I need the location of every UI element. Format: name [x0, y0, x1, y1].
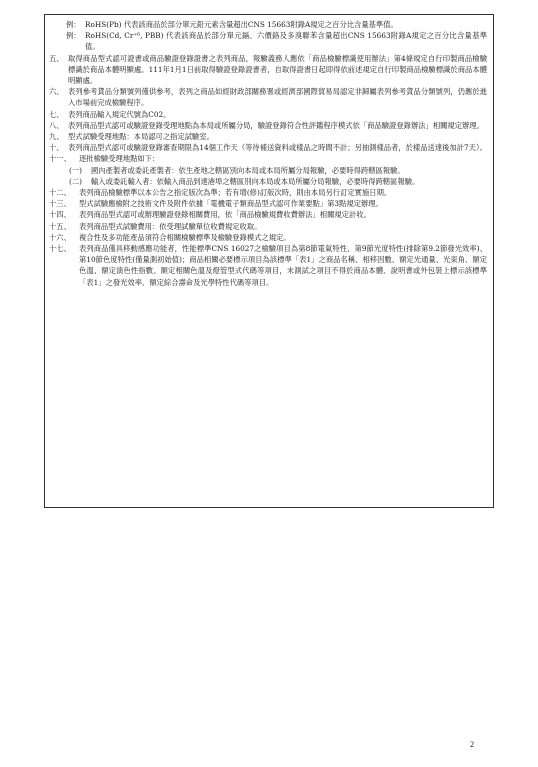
clause-text: 型式試驗應檢附之技術文件及附件依據「電機電子類商品型式認可作業要點」第3點規定辦理。 [79, 199, 383, 209]
clause-11 [49, 153, 487, 164]
subclause-label: (一) [69, 165, 82, 175]
clause-text: 表列商品輸入規定代號為C02。 [68, 109, 171, 119]
clause-text: 表列商品型式認可或辦理驗證登錄相關費用，依「商品檢驗規費收費辦法」相關規定計收。 [79, 210, 371, 220]
clause-12 [49, 187, 487, 198]
clause-text: 表列商品僅具移動感應功能者，性能標準CNS 16027之檢驗項目為第8節電氣特性、第9節光度特性(排除第9.2節發光效率)、第10節色度特性(僅量測初始值)；商品相關必要標示項目為該標準「表1」之商品名稱、相移因數、額定光通量、光束角、額定色溫、額定演色性指數、額定相關色溫及燈管型式代碼等項目，未測試之項目不得於商品本體、說明書或外包裝上標示該標準「表1」之發光效率、額定綜合壽命及光學特性代碼等項目。 [79, 244, 487, 287]
clause-label: 十六、 [49, 232, 71, 242]
clause-label: 十、 [49, 143, 64, 153]
clause-8 [49, 120, 487, 131]
subclause-label: (二) [69, 176, 82, 186]
clause-text: 型式試驗受理地點：本局認可之指定試驗室。 [68, 132, 214, 142]
clause-15 [49, 221, 487, 232]
clause-6 [49, 86, 487, 108]
example-text: RoHS(Cd, Cr⁺⁶, PBB) 代表該商品於部分單元鎘、六價鉻及多溴聯苯含量超出CNS 15663附錄A規定之百分比含量基準值。 [85, 31, 487, 52]
clause-label: 十五、 [49, 221, 71, 231]
example-label: 例： [66, 20, 81, 29]
clause-text: 表列參考貨品分類號列僅供參考，表列之商品如經財政部關務署或經濟部國際貿易局認定非歸屬表列參考貨品分類號列，仍應於進入市場前完成檢驗程序。 [68, 87, 487, 108]
clause-9 [49, 131, 487, 142]
clause-5 [49, 53, 487, 87]
clause-label: 七、 [49, 109, 64, 119]
example-pb [49, 19, 487, 30]
clause-text: 逐批檢驗受理地點如下： [79, 154, 160, 164]
page-number: 2 [470, 740, 474, 749]
clause-10 [49, 142, 487, 153]
clause-text: 表列商品檢驗標準以本公告之指定版次為準；若有增(修)訂版次時，則由本局另行訂定實施日期。 [79, 188, 392, 198]
clause-14 [49, 209, 487, 220]
example-text: RoHS(Pb) 代表該商品於部分單元鉛元素含量超出CNS 15663附錄A規定之百分比含量基準值。 [85, 20, 398, 29]
example-label: 例： [66, 31, 81, 41]
clause-17 [49, 243, 487, 288]
clause-label: 十三、 [49, 199, 71, 209]
subclause-text: 國內產製者或委託產製者：依生產地之轄區別向本局或本局所屬分局報驗，必要時得跨轄區報驗。 [91, 165, 405, 175]
clause-11-sub-1 [49, 165, 487, 176]
clause-label: 九、 [49, 132, 64, 142]
clause-text: 複合性及多功能產品須符合相關檢驗標準及檢驗登錄模式之規定。 [79, 232, 291, 242]
clause-text: 表列商品型式試驗費用：依受理試驗單位收費規定收取。 [79, 221, 262, 231]
clause-label: 十七、 [49, 244, 71, 254]
clause-text: 表列商品型式認可或驗證登錄受理地點為本局或所屬分局，驗證登錄符合性評鑑程序模式依「商品驗證登錄辦法」相關規定辦理。 [68, 120, 484, 130]
clause-text: 取得商品型式認可證書或商品驗證登錄證書之表列商品，報驗義務人應依「商品檢驗標識使用辦法」第4條規定自行印製商品檢驗標識於商品本體明顯處。111年1月1日前取得驗證登錄證書者，自取得證書日起即得依前述規定自行印製商品檢驗標識於商品本體明顯處。 [68, 53, 487, 86]
clause-11-sub-2 [49, 176, 487, 187]
subclause-text: 輸入或委託輸入者：依輸入商品到達港埠之轄區別向本局或本局所屬分局報驗，必要時得跨轄區報驗。 [91, 176, 420, 186]
clause-13 [49, 198, 487, 209]
clause-label: 六、 [49, 87, 64, 97]
clause-label: 十四、 [49, 210, 71, 220]
clause-label: 八、 [49, 120, 64, 130]
clause-16 [49, 232, 487, 243]
clause-label: 十一、 [49, 154, 71, 164]
clause-7 [49, 109, 487, 120]
clause-label: 五、 [49, 53, 64, 63]
clause-label: 十二、 [49, 188, 71, 198]
example-cd-cr-pbb [49, 30, 487, 52]
clause-text: 表列商品型式認可或驗證登錄審查期限為14個工作天（等待補送資料或樣品之時間不計；另抽測樣品者，於樣品送達後加計7天）。 [68, 143, 487, 153]
notice-frame [44, 14, 494, 508]
